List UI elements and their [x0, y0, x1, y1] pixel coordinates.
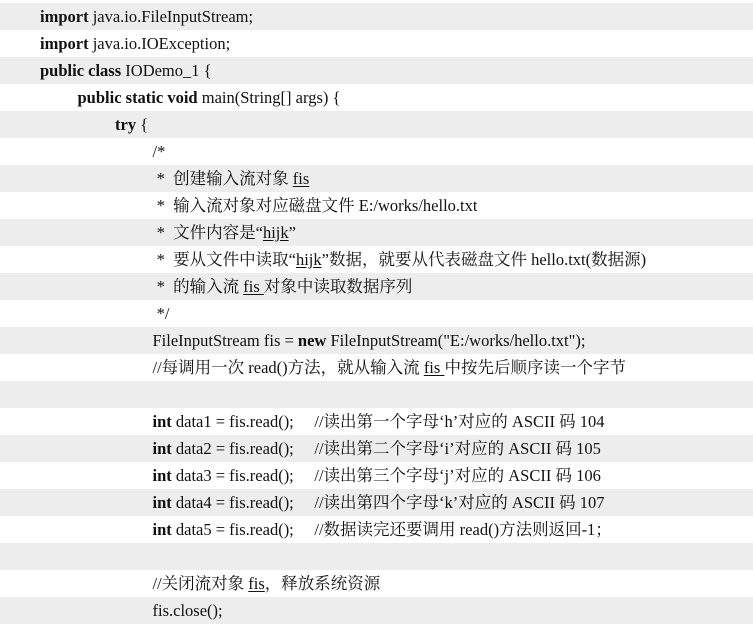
code-text: data2 = fis.read(); //读出第二个字母‘i’对应的 ASCII 码 105: [171, 439, 601, 458]
code-line: [0, 219, 753, 246]
code-underlined-token: fis: [423, 358, 445, 377]
code-line: [0, 300, 753, 327]
code-keyword: public static void: [77, 88, 198, 107]
code-text: ”: [288, 223, 296, 242]
code-line: [0, 570, 753, 597]
code-line: [0, 273, 753, 300]
code-line: [0, 408, 753, 435]
code-line: [0, 597, 753, 624]
code-keyword: try: [115, 115, 137, 134]
code-text: * 的输入流: [152, 277, 244, 296]
code-text: {: [136, 115, 149, 134]
code-keyword: import: [40, 34, 89, 53]
code-line: [0, 354, 753, 381]
code-keyword: int: [152, 520, 172, 539]
code-underlined-token: fis: [243, 277, 264, 296]
code-text: IODemo_1 {: [121, 61, 212, 80]
code-text: data5 = fis.read(); //数据读完还要调用 read()方法则返回-1；: [171, 520, 612, 539]
code-text: data4 = fis.read(); //读出第四个字母‘k’对应的 ASCII 码 107: [171, 493, 605, 512]
code-line: [0, 435, 753, 462]
code-line: [0, 30, 753, 57]
code-line: [0, 3, 753, 30]
code-text: FileInputStream fis =: [152, 331, 298, 350]
code-text: main(String[] args) {: [197, 88, 341, 107]
code-line: [0, 111, 753, 138]
code-text: */: [152, 304, 170, 323]
code-keyword: int: [152, 466, 172, 485]
code-line: [0, 192, 753, 219]
code-text: //每调用一次 read()方法，就从输入流: [152, 358, 424, 377]
code-keyword: int: [152, 439, 172, 458]
code-text: * 文件内容是“: [152, 223, 263, 242]
code-text: FileInputStream("E:/works/hello.txt");: [326, 331, 586, 350]
code-line: [0, 543, 753, 570]
code-underlined-token: hijk: [295, 250, 322, 269]
code-text: fis.close();: [152, 601, 223, 620]
code-text: * 要从文件中读取“: [152, 250, 296, 269]
code-text: * 输入流对象对应磁盘文件 E:/works/hello.txt: [152, 196, 478, 215]
code-line: [0, 84, 753, 111]
code-line: [0, 327, 753, 354]
code-underlined-token: hijk: [262, 223, 289, 242]
code-text: ，释放系统资源: [264, 574, 381, 593]
code-text: data3 = fis.read(); //读出第三个字母‘j’对应的 ASCII 码 106: [171, 466, 601, 485]
code-line: [0, 381, 753, 408]
code-text: * 创建输入流对象: [152, 169, 293, 188]
code-keyword: int: [152, 412, 172, 431]
code-text: ”数据，就要从代表磁盘文件 hello.txt(数据源): [321, 250, 647, 269]
code-line: [0, 138, 753, 165]
code-underlined-token: fis: [292, 169, 310, 188]
code-line: [0, 165, 753, 192]
code-line: [0, 489, 753, 516]
code-text: /*: [152, 142, 166, 161]
code-text: 对象中读取数据序列: [263, 277, 413, 296]
code-text: 中按先后顺序读一个字节: [444, 358, 626, 377]
code-keyword: import: [40, 7, 89, 26]
code-line: [0, 516, 753, 543]
code-text: //关闭流对象: [152, 574, 249, 593]
code-line: [0, 246, 753, 273]
code-line: [0, 57, 753, 84]
code-text: java.io.IOException;: [88, 34, 231, 53]
code-line: [0, 462, 753, 489]
code-keyword: public class: [40, 61, 122, 80]
code-keyword: new: [297, 331, 327, 350]
code-text: data1 = fis.read(); //读出第一个字母‘h’对应的 ASCII 码 104: [171, 412, 605, 431]
code-underlined-token: fis: [248, 574, 265, 593]
code-keyword: int: [152, 493, 172, 512]
code-text: java.io.FileInputStream;: [88, 7, 254, 26]
